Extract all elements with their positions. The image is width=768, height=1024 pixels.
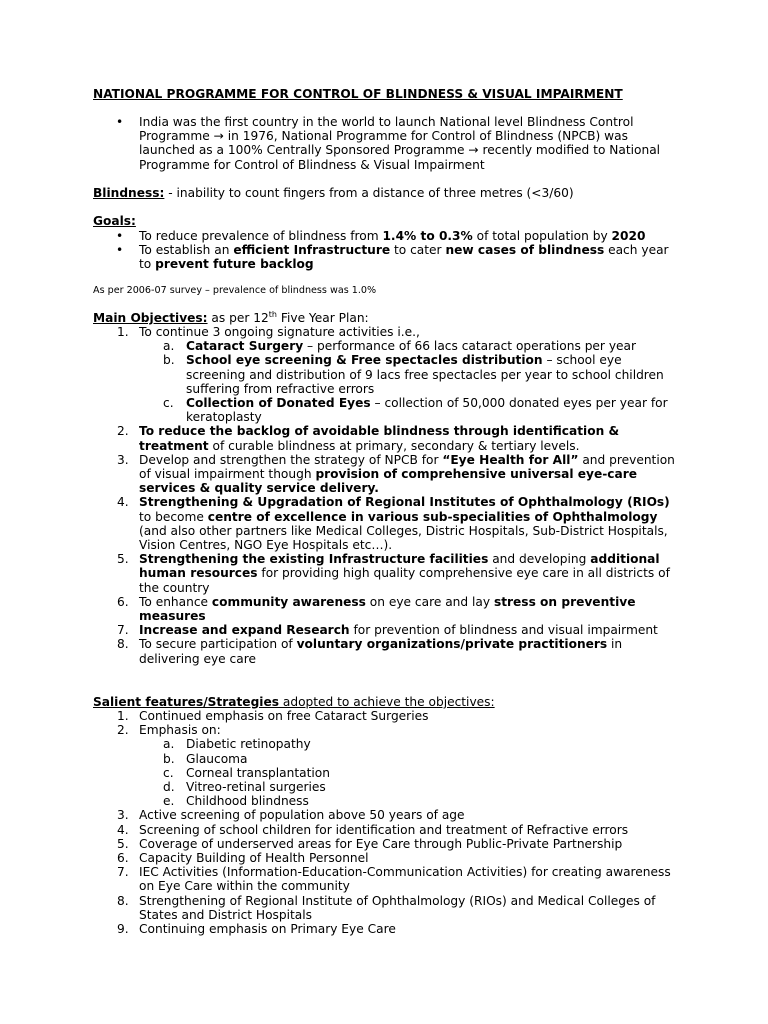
survey-note: As per 2006-07 survey – prevalence of blindness was 1.0% [93,285,377,296]
arrow-icon: → [468,143,479,158]
list-item: 7. Increase and expand Research for prevention of blindness and visual impairment [117,623,658,638]
list-item: 1. To continue 3 ongoing signature activities i.e., a. Cataract Surgery – performance of 66 lacs cataract operations per year b. School eye screening & Free spectacles distribution – school eye screening and distribution of 9 lacs free spectacles per year to school children suffering from refractive errors c. Collection of Donated Eyes – collection of 50,000 donated eyes per year for keratoplasty [117,325,682,424]
list-item: 2. Emphasis on: a. Diabetic retinopathy b. Glaucoma c. Corneal transplantation d. Vitreo-retinal surgeries e. Childhood blindness [117,723,682,808]
list-item: 2. To reduce the backlog of avoidable blindness through identification & treatment of curable blindness at primary, secondary & tertiary levels. [117,424,620,453]
intro-text: India was the first country in the world to launch National level Blindness Control Programme → in 1976, National Programme for Control of Blindness (NPCB) was launched as a 100% Centrally Sponsored Programme → recently modified to National Programme for Control of Blindness & Visual Impairment [139,115,661,172]
sub-list-item: d. Vitreo-retinal surgeries [163,780,326,795]
sub-list-item: e. Childhood blindness [163,794,309,809]
list-item: 5. Strengthening the existing Infrastructure facilities and developing additional human resources for providing high quality comprehensive eye care in all districts of the country [117,552,670,595]
list-item: 3. Active screening of population above 50 years of age [117,808,465,823]
bullet-icon: • [116,229,124,243]
blindness-label: Blindness: [93,186,165,200]
blindness-definition: Blindness: - inability to count fingers from a distance of three metres (<3/60) [93,186,574,200]
list-item: 5. Coverage of underserved areas for Eye Care through Public-Private Partnership [117,836,623,851]
sub-list-item: b. Glaucoma [163,751,248,766]
list-item: 4. Strengthening & Upgradation of Regional Institutes of Ophthalmology (RIOs) to become centre of excellence in various sub-specialities of Ophthalmology (and also other partners like Medical Colleges, Distric Hospitals, Sub-District Hospitals, Vision Centres, NGO Eye Hospitals etc…). [117,495,670,553]
list-item: 9. Continuing emphasis on Primary Eye Care [117,922,396,937]
sub-list-item: c. Corneal transplantation [163,765,330,780]
list-item: 1. Continued emphasis on free Cataract Surgeries [117,709,429,723]
list-item: 6. Capacity Building of Health Personnel [117,851,369,866]
list-item: 6. To enhance community awareness on eye care and lay stress on preventive measures [117,594,636,624]
goal-item: • To reduce prevalence of blindness from 1.4% to 0.3% of total population by 2020 [116,229,646,243]
salient-features-heading: Salient features/Strategies adopted to achieve the objectives: [93,695,495,709]
main-objectives-list [117,325,682,666]
sub-list-item: a. Cataract Surgery – performance of 66 lacs cataract operations per year [163,339,637,354]
sub-list-item: a. Diabetic retinopathy [163,737,311,752]
document-title: NATIONAL PROGRAMME FOR CONTROL OF BLINDNESS & VISUAL IMPAIRMENT [93,87,623,101]
bullet-icon: • [116,243,124,258]
salient-features-list [117,709,682,936]
goal-item: • To establish an efficient Infrastructure to cater new cases of blindness each year to prevent future backlog [116,243,669,272]
goals-heading: Goals: [93,214,136,228]
intro-bullet-item [116,115,676,172]
list-item: 7. IEC Activities (Information-Education-Communication Activities) for creating awareness on Eye Care within the community [117,865,671,894]
sub-list-item: c. Collection of Donated Eyes – collection of 50,000 donated eyes per year for keratoplasty [163,396,668,425]
list-item: 8. To secure participation of voluntary organizations/private practitioners in delivering eye care [117,637,623,666]
sub-list-item: b. School eye screening & Free spectacles distribution – school eye screening and distribution of 9 lacs free spectacles per year to school children suffering from refractive errors [163,353,664,396]
arrow-icon: → [213,129,224,144]
goals-list [116,229,676,272]
list-item: 8. Strengthening of Regional Institute of Ophthalmology (RIOs) and Medical Colleges of States and District Hospitals [117,893,656,922]
list-item: 3. Develop and strengthen the strategy of NPCB for “Eye Health for All” and prevention of visual impairment though provision of comprehensive universal eye-care services & quality service delivery. [117,452,675,496]
bullet-icon: • [116,115,124,129]
main-objectives-heading: Main Objectives: as per 12th Five Year Plan: [93,310,369,325]
list-item: 4. Screening of school children for identification and treatment of Refractive errors [117,822,629,837]
